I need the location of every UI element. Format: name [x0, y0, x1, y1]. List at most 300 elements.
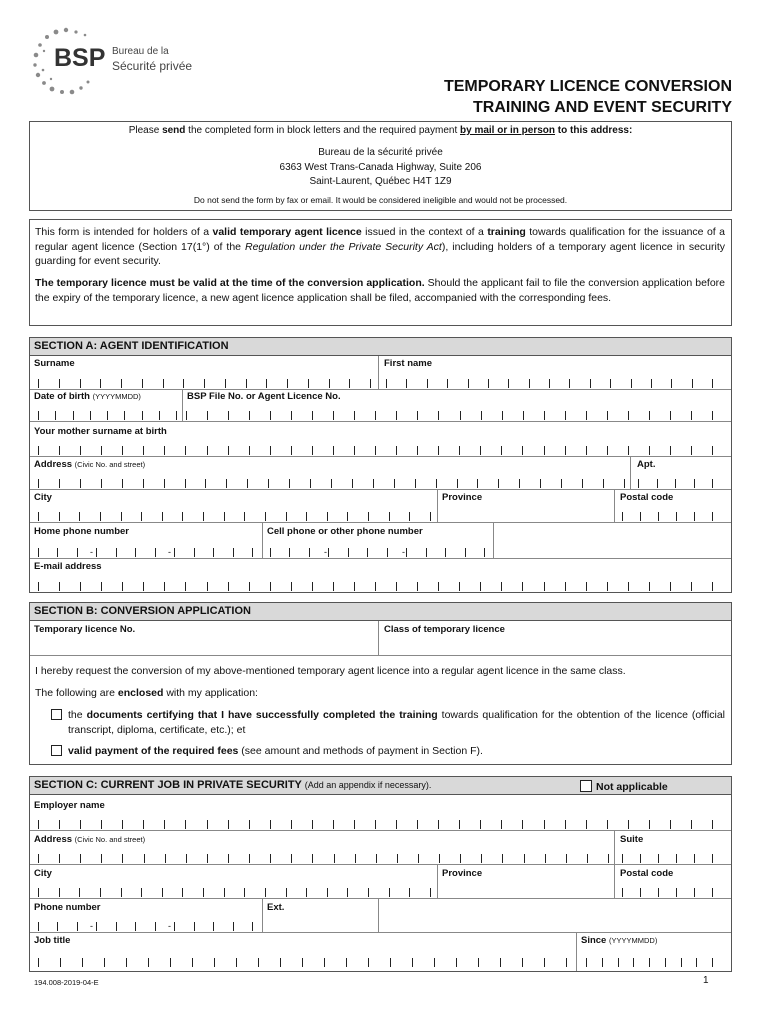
opt2a: valid payment of the required fees [68, 745, 239, 757]
since-input[interactable] [586, 958, 712, 967]
comb-tick [249, 411, 250, 420]
comb-tick [376, 854, 377, 863]
comb-tick [101, 854, 102, 863]
comb-tick [164, 479, 165, 488]
comb-tick [439, 854, 440, 863]
comb-tick [481, 854, 482, 863]
comb-tick [122, 854, 123, 863]
comb-tick [544, 958, 545, 967]
comb-tick [651, 379, 652, 388]
phone-c-input[interactable] [38, 922, 252, 931]
intro-p1a: This form is intended for holders of a [35, 226, 213, 238]
comb-tick [607, 820, 608, 829]
comb-tick [670, 582, 671, 591]
comb-tick [270, 446, 271, 455]
comb-tick [333, 446, 334, 455]
comb-tick [712, 379, 713, 388]
temp-licence-no-input[interactable] [30, 636, 378, 654]
comb-tick [354, 446, 355, 455]
comb-tick [352, 479, 353, 488]
label-city-c: City [34, 868, 52, 879]
comb-tick [38, 582, 39, 591]
dob-input[interactable] [38, 411, 176, 420]
comb-tick [270, 411, 271, 420]
comb-tick [126, 958, 127, 967]
comb-tick [122, 479, 123, 488]
comb-tick [57, 922, 58, 931]
comb-tick [116, 922, 117, 931]
comb-tick [640, 888, 641, 897]
comb-tick [480, 820, 481, 829]
comb-tick [312, 854, 313, 863]
comb-tick [544, 820, 545, 829]
comb-tick [501, 820, 502, 829]
comb-tick [430, 888, 431, 897]
intro-p2b: Should the applicant fail to file the conversion application before the expiry of the temporary licence, a new agent licence application shall be filed, accompanied with the corresponding fees. [35, 277, 726, 304]
comb-tick [502, 854, 503, 863]
label-ext: Ext. [267, 902, 285, 913]
comb-tick [59, 582, 60, 591]
comb-tick [334, 854, 335, 863]
comb-tick [155, 548, 156, 557]
label-province-c: Province [442, 868, 483, 879]
comb-tick [565, 820, 566, 829]
comb-tick [712, 820, 713, 829]
comb-tick [488, 379, 489, 388]
address-c-input[interactable] [38, 854, 608, 863]
home-phone-input[interactable] [38, 548, 252, 557]
comb-tick [59, 820, 60, 829]
comb-tick [228, 820, 229, 829]
comb-tick [164, 582, 165, 591]
comb-tick [107, 411, 108, 420]
comb-tick [80, 379, 81, 388]
comb-tick [566, 958, 567, 967]
comb-tick [328, 548, 329, 557]
comb-tick [607, 411, 608, 420]
comb-tick [522, 958, 523, 967]
comb-tick [38, 958, 39, 967]
postal-c-input[interactable] [622, 888, 712, 897]
comb-tick [658, 512, 659, 521]
class-input[interactable] [379, 636, 731, 654]
address-c-text: Address [34, 834, 73, 845]
comb-tick [194, 548, 195, 557]
label-cell-phone: Cell phone or other phone number [267, 526, 423, 537]
comb-tick [544, 446, 545, 455]
comb-tick [406, 548, 407, 557]
comb-tick [665, 958, 666, 967]
comb-tick [38, 479, 39, 488]
label-postal-a: Postal code [620, 492, 674, 503]
comb-tick [101, 820, 102, 829]
option-payment [68, 744, 725, 759]
phone-dash: - [402, 547, 405, 557]
file-no-input[interactable] [186, 411, 712, 420]
comb-tick [582, 479, 583, 488]
enclosed-a: The following are [35, 687, 118, 699]
instr-lead: Please [128, 125, 163, 136]
comb-tick [329, 379, 330, 388]
comb-tick [691, 411, 692, 420]
comb-tick [182, 888, 183, 897]
comb-tick [457, 479, 458, 488]
label-suite: Suite [620, 834, 644, 845]
comb-tick [38, 820, 39, 829]
intro-p1g: ), including holders of a temporary agent licence in security guarding for event security. [35, 240, 725, 267]
employer-input[interactable] [38, 820, 712, 829]
comb-tick [368, 958, 369, 967]
comb-tick [194, 922, 195, 931]
mother-surname-input[interactable] [38, 446, 712, 455]
comb-tick [174, 548, 175, 557]
comb-tick [426, 548, 427, 557]
comb-tick [586, 446, 587, 455]
apt-input[interactable] [638, 479, 712, 488]
comb-tick [691, 820, 692, 829]
comb-tick [409, 512, 410, 521]
comb-tick [394, 479, 395, 488]
comb-tick [233, 548, 234, 557]
job-title-input[interactable] [38, 958, 566, 967]
comb-tick [280, 958, 281, 967]
comb-tick [60, 958, 61, 967]
page-number: 1 [703, 975, 709, 986]
comb-tick [670, 446, 671, 455]
comb-tick [310, 479, 311, 488]
instr-send: send [162, 125, 186, 136]
comb-tick [347, 888, 348, 897]
comb-tick [270, 854, 271, 863]
comb-tick [100, 512, 101, 521]
comb-tick [170, 958, 171, 967]
comb-tick [233, 922, 234, 931]
comb-tick [389, 888, 390, 897]
comb-tick [417, 446, 418, 455]
comb-tick [331, 479, 332, 488]
comb-tick [291, 411, 292, 420]
intro-p1c: issued in the context of a [361, 226, 488, 238]
comb-tick [670, 820, 671, 829]
comb-tick [291, 582, 292, 591]
comb-tick [676, 888, 677, 897]
comb-tick [73, 411, 74, 420]
comb-tick [671, 379, 672, 388]
comb-tick [427, 379, 428, 388]
comb-tick [186, 411, 187, 420]
comb-tick [82, 958, 83, 967]
comb-tick [312, 446, 313, 455]
comb-tick [438, 411, 439, 420]
comb-tick [306, 888, 307, 897]
comb-tick [602, 958, 603, 967]
comb-tick [565, 446, 566, 455]
comb-tick [226, 479, 227, 488]
label-file-no: BSP File No. or Agent Licence No. [187, 391, 341, 402]
comb-tick [162, 888, 163, 897]
comb-tick [676, 512, 677, 521]
intro-paragraph-2 [35, 276, 725, 305]
mailing-address [29, 146, 732, 190]
comb-tick [508, 379, 509, 388]
ext-input[interactable] [263, 914, 377, 931]
comb-tick [529, 379, 530, 388]
comb-tick [628, 411, 629, 420]
intro-p1b: valid temporary agent licence [212, 226, 362, 238]
comb-tick [333, 411, 334, 420]
comb-tick [270, 820, 271, 829]
comb-tick [586, 958, 587, 967]
comb-tick [155, 922, 156, 931]
comb-tick [566, 854, 567, 863]
documents-checkbox[interactable] [51, 709, 62, 720]
comb-tick [265, 888, 266, 897]
payment-checkbox[interactable] [51, 745, 62, 756]
comb-tick [192, 958, 193, 967]
comb-tick [670, 411, 671, 420]
comb-tick [266, 379, 267, 388]
label-apt: Apt. [637, 459, 656, 470]
label-employer: Employer name [34, 800, 105, 811]
cell-phone-input[interactable] [270, 548, 484, 557]
comb-tick [309, 548, 310, 557]
intro-p2a: The temporary licence must be valid at the time of the conversion application. [35, 277, 425, 289]
address-instruction [29, 125, 732, 136]
comb-tick [447, 379, 448, 388]
comb-tick [291, 854, 292, 863]
comb-tick [100, 888, 101, 897]
comb-tick [291, 820, 292, 829]
comb-tick [586, 411, 587, 420]
comb-tick [502, 411, 503, 420]
comb-tick [142, 411, 143, 420]
comb-tick [603, 479, 604, 488]
comb-tick [691, 446, 692, 455]
label-postal-c: Postal code [620, 868, 674, 879]
label-phone-c: Phone number [34, 902, 101, 913]
comb-tick [141, 512, 142, 521]
comb-tick [561, 479, 562, 488]
comb-tick [633, 958, 634, 967]
comb-tick [159, 411, 160, 420]
comb-tick [397, 854, 398, 863]
comb-tick [228, 582, 229, 591]
comb-tick [355, 854, 356, 863]
opt1c: towards qualification for the obtention of the licence (official transcript, diploma, certificate, etc.); et [68, 709, 725, 736]
comb-tick [59, 479, 60, 488]
comb-tick [628, 582, 629, 591]
email-input[interactable] [38, 582, 712, 591]
comb-tick [460, 854, 461, 863]
comb-tick [712, 479, 713, 488]
comb-tick [289, 548, 290, 557]
intro-p1e: towards qualification for the issuance of a regular agent licence (Section 17(1°) of the [35, 226, 725, 253]
comb-tick [225, 379, 226, 388]
comb-tick [438, 820, 439, 829]
instr-end: to this address: [555, 125, 633, 136]
comb-tick [80, 479, 81, 488]
comb-tick [79, 888, 80, 897]
comb-tick [249, 820, 250, 829]
comb-tick [375, 820, 376, 829]
comb-tick [459, 820, 460, 829]
comb-tick [80, 854, 81, 863]
section-a-header: SECTION A: AGENT IDENTIFICATION [30, 338, 731, 356]
comb-tick [104, 958, 105, 967]
comb-tick [59, 446, 60, 455]
comb-tick [649, 958, 650, 967]
address-a-input[interactable] [38, 479, 624, 488]
comb-tick [143, 582, 144, 591]
comb-tick [252, 548, 253, 557]
comb-tick [628, 446, 629, 455]
comb-tick [631, 379, 632, 388]
label-not-applicable: Not applicable [596, 781, 668, 793]
comb-tick [286, 512, 287, 521]
comb-tick [484, 548, 485, 557]
comb-tick [638, 479, 639, 488]
comb-tick [38, 548, 39, 557]
comb-tick [306, 512, 307, 521]
label-first-name: First name [384, 358, 433, 369]
comb-tick [549, 379, 550, 388]
comb-tick [456, 958, 457, 967]
comb-tick [523, 411, 524, 420]
comb-tick [101, 479, 102, 488]
label-job-title: Job title [34, 935, 71, 946]
comb-tick [386, 379, 387, 388]
first-name-input[interactable] [386, 379, 712, 388]
comb-tick [406, 379, 407, 388]
section-c-hint: (Add an appendix if necessary). [304, 780, 432, 790]
comb-tick [265, 512, 266, 521]
comb-tick [228, 854, 229, 863]
label-class: Class of temporary licence [384, 624, 505, 635]
comb-tick [465, 548, 466, 557]
comb-tick [141, 888, 142, 897]
intro-p1d: training [487, 226, 526, 238]
comb-tick [610, 379, 611, 388]
comb-tick [396, 582, 397, 591]
comb-tick [658, 888, 659, 897]
comb-tick [347, 512, 348, 521]
logo-line2: Sécurité privée [112, 59, 193, 73]
city-a-input[interactable] [38, 512, 430, 521]
comb-tick [522, 446, 523, 455]
comb-tick [373, 479, 374, 488]
comb-tick [302, 958, 303, 967]
comb-tick [207, 411, 208, 420]
label-mother-surname: Your mother surname at birth [34, 426, 167, 437]
title-line2: TRAINING AND EVENT SECURITY [473, 99, 732, 116]
comb-tick [148, 958, 149, 967]
phone-dash: - [90, 547, 93, 557]
comb-tick [468, 379, 469, 388]
comb-tick [252, 922, 253, 931]
comb-tick [244, 888, 245, 897]
comb-tick [176, 411, 177, 420]
comb-tick [628, 820, 629, 829]
fax-note: Do not send the form by fax or email. It would be considered ineligible and would not be processed. [193, 195, 568, 205]
comb-tick [214, 958, 215, 967]
comb-tick [224, 888, 225, 897]
comb-tick [649, 411, 650, 420]
comb-tick [387, 548, 388, 557]
comb-tick [409, 888, 410, 897]
comb-tick [144, 854, 145, 863]
comb-tick [519, 479, 520, 488]
comb-tick [396, 820, 397, 829]
comb-tick [608, 854, 609, 863]
comb-tick [375, 446, 376, 455]
address-a-hint: (Civic No. and street) [74, 460, 146, 469]
comb-tick [412, 958, 413, 967]
comb-tick [213, 548, 214, 557]
city-c-input[interactable] [38, 888, 430, 897]
comb-tick [478, 958, 479, 967]
comb-tick [224, 512, 225, 521]
comb-tick [565, 582, 566, 591]
comb-tick [438, 582, 439, 591]
suite-input[interactable] [622, 854, 712, 863]
comb-tick [165, 854, 166, 863]
comb-tick [247, 479, 248, 488]
comb-tick [59, 379, 60, 388]
section-b-header: SECTION B: CONVERSION APPLICATION [30, 603, 731, 621]
comb-tick [38, 411, 39, 420]
comb-tick [712, 446, 713, 455]
comb-tick [712, 582, 713, 591]
comb-tick [116, 548, 117, 557]
comb-tick [349, 379, 350, 388]
label-address-a [34, 459, 145, 470]
comb-tick [694, 512, 695, 521]
not-applicable-checkbox[interactable] [580, 780, 592, 792]
comb-tick [207, 854, 208, 863]
comb-tick [121, 888, 122, 897]
surname-input[interactable] [38, 379, 370, 388]
comb-tick [544, 411, 545, 420]
comb-tick [348, 548, 349, 557]
comb-tick [289, 479, 290, 488]
comb-tick [607, 582, 608, 591]
label-province-a: Province [442, 492, 483, 503]
comb-tick [640, 854, 641, 863]
postal-a-input[interactable] [622, 512, 712, 521]
comb-tick [164, 446, 165, 455]
comb-tick [640, 512, 641, 521]
comb-tick [415, 479, 416, 488]
comb-tick [460, 411, 461, 420]
comb-tick [498, 479, 499, 488]
comb-tick [164, 820, 165, 829]
label-since [581, 935, 657, 946]
comb-tick [607, 446, 608, 455]
comb-tick [122, 820, 123, 829]
comb-tick [354, 820, 355, 829]
comb-tick [204, 379, 205, 388]
comb-tick [649, 582, 650, 591]
opt2b: (see amount and methods of payment in Section F). [238, 745, 483, 757]
comb-tick [135, 548, 136, 557]
title-line1: TEMPORARY LICENCE CONVERSION [443, 78, 732, 95]
comb-tick [417, 820, 418, 829]
comb-tick [163, 379, 164, 388]
comb-tick [182, 512, 183, 521]
phone-dash: - [168, 547, 171, 557]
comb-tick [586, 820, 587, 829]
comb-tick [692, 379, 693, 388]
